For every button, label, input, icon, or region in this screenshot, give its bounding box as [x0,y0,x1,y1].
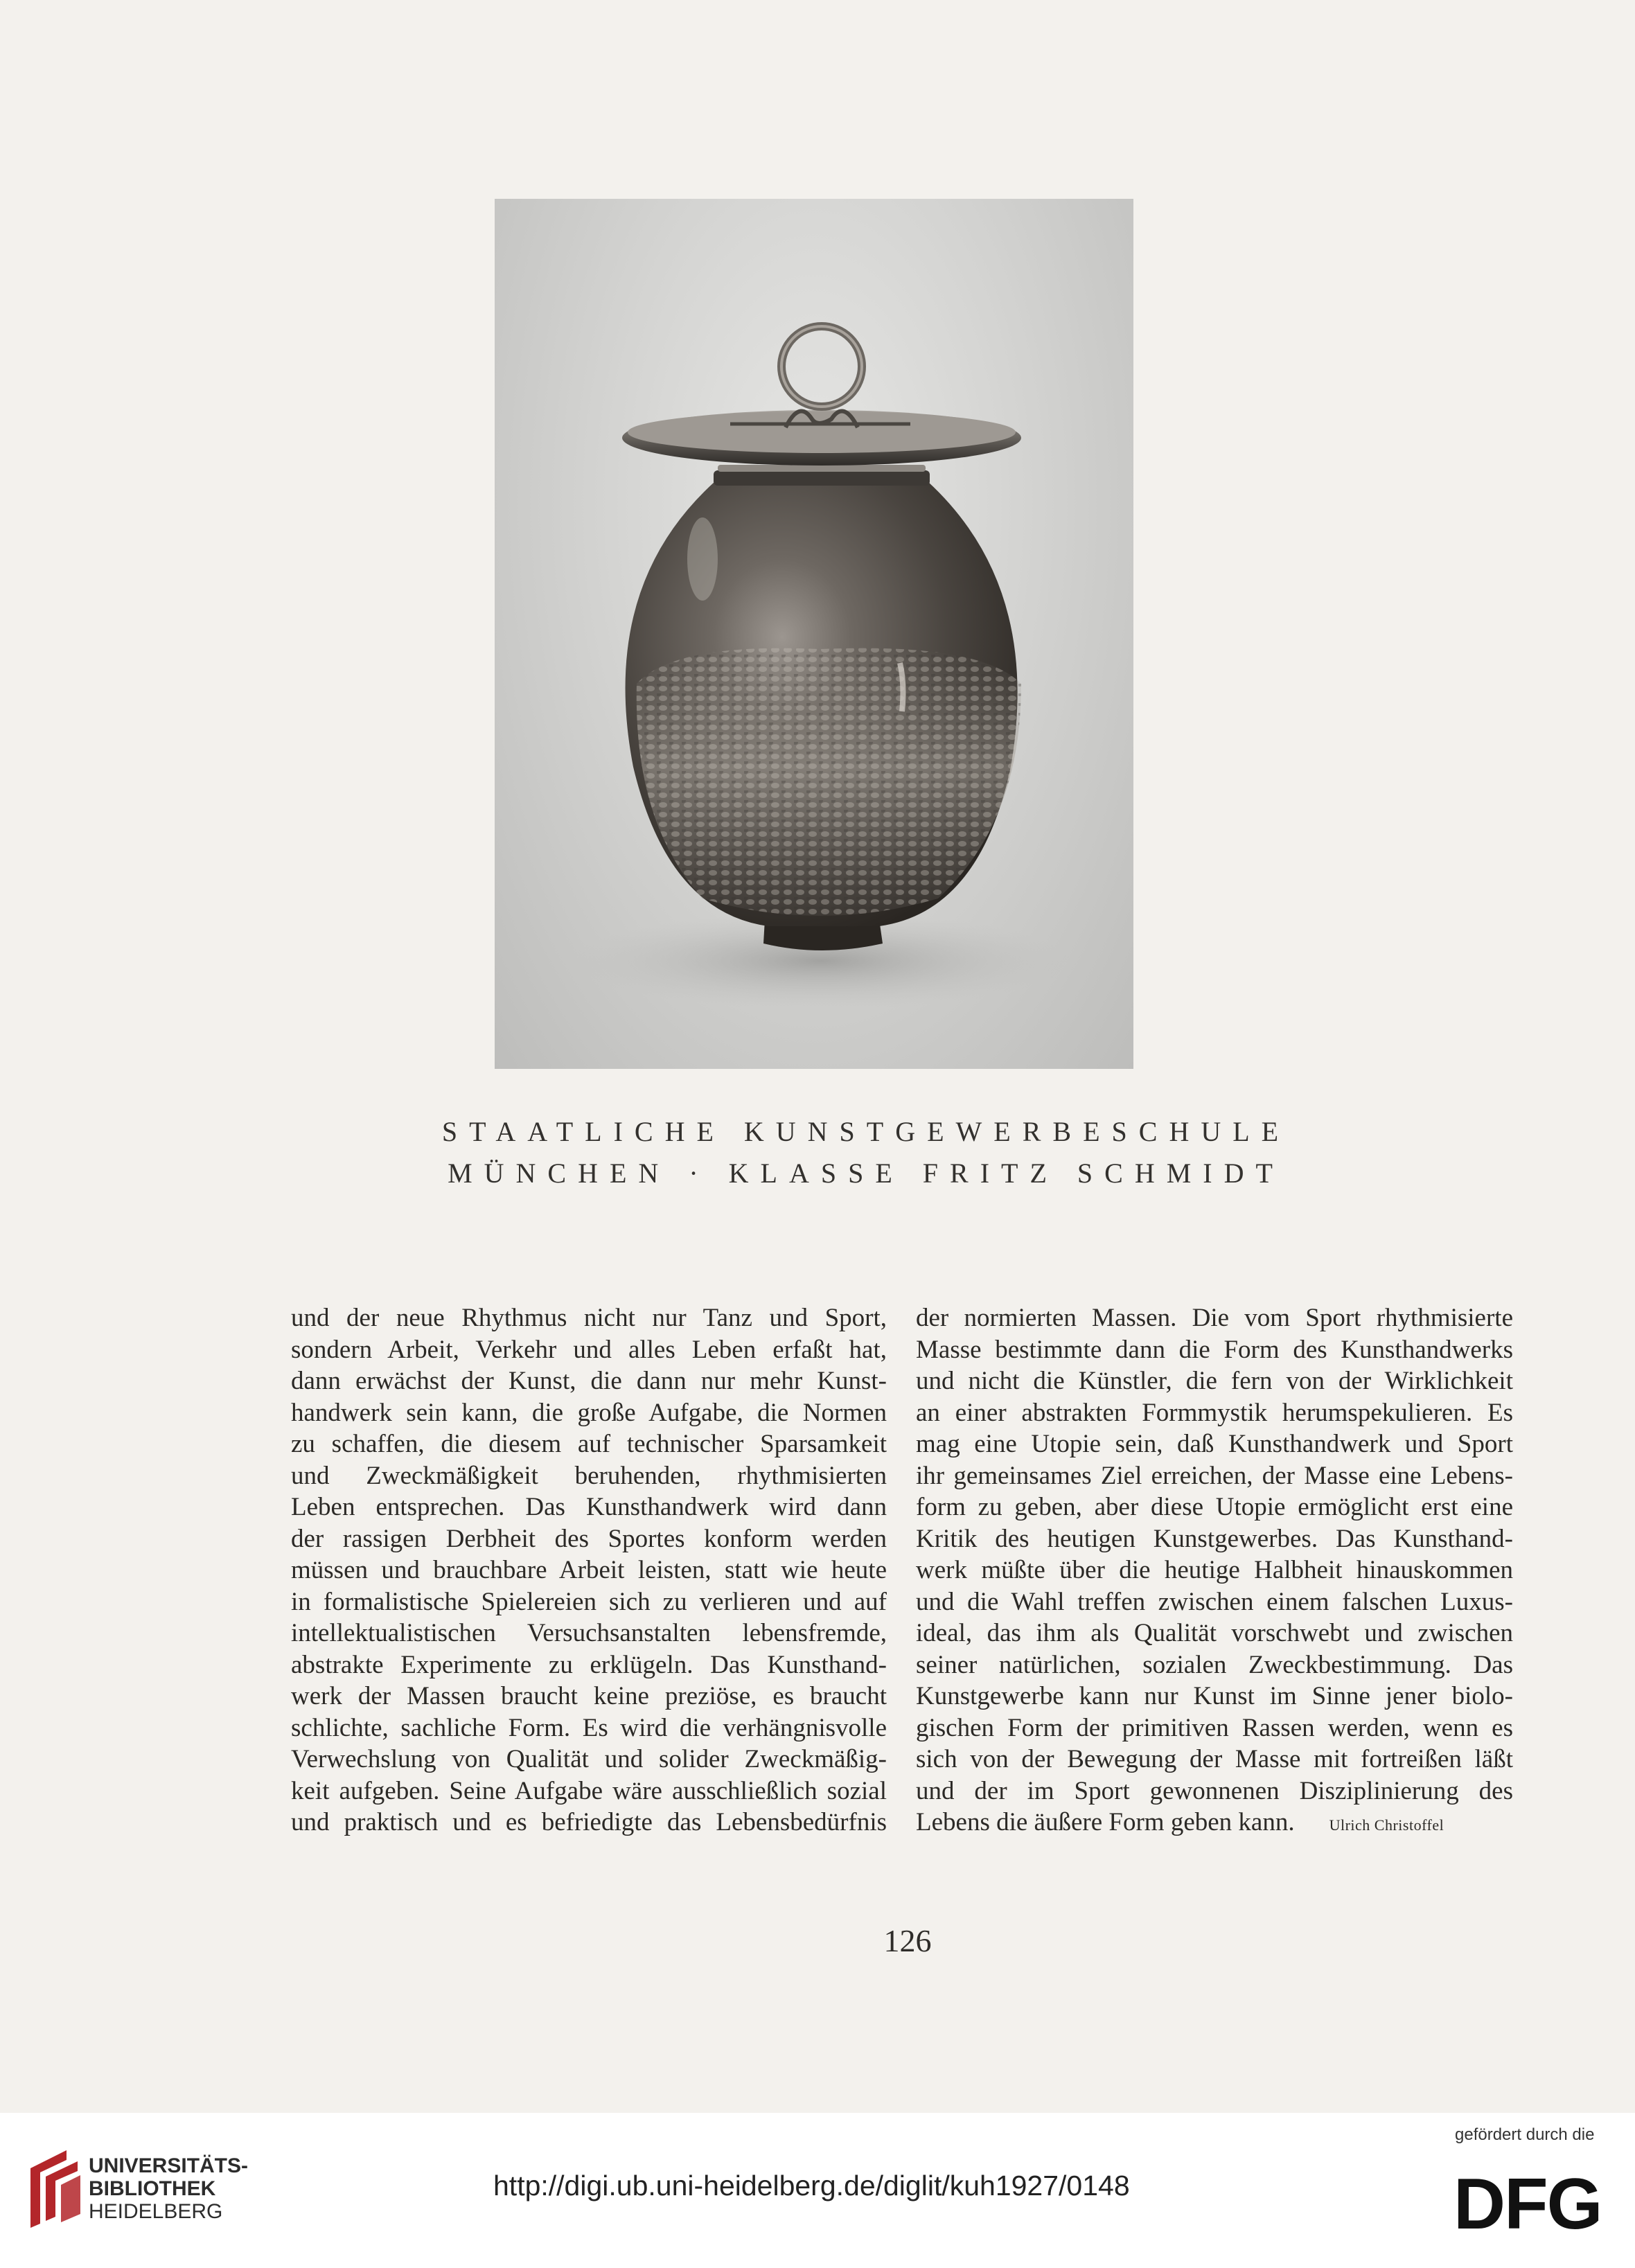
text-line: Verwechslung von Qualität und solider Zweckmäßig- [291,1745,887,1773]
text-line: schlichte, sachliche Form. Es wird die verhängnisvolle [291,1713,887,1742]
dfg-logo: DFG [1453,2164,1602,2244]
text-line: und die Wahl treffen zwischen einem falschen Luxus- [916,1587,1513,1616]
text-line: Kunstgewerbe kann nur Kunst im Sinne jener biolo- [916,1682,1513,1710]
text-line: abstrakte Experimente zu erklügeln. Das Kunsthand- [291,1650,887,1679]
text-line: keit aufgeben. Seine Aufgabe wäre ausschließlich sozial [291,1776,887,1805]
text-line: ihr gemeinsames Ziel erreichen, der Masse eine Lebens- [916,1461,1513,1490]
caption-line-1: STAATLICHE KUNSTGEWERBESCHULE [441,1116,1291,1147]
jar-photograph [495,199,1133,1069]
text-line-last [916,1807,1513,1839]
page-number: 126 [883,1923,932,1958]
text-line: müssen und brauchbare Arbeit leisten, statt wie heute [291,1556,887,1584]
text-line: dann erwächst der Kunst, die dann nur mehr Kunst- [291,1367,887,1395]
library-logo-icon [25,2147,83,2231]
final-sentence: Lebens die äußere Form geben kann. [916,1808,1295,1836]
text-line: intellektualistischen Versuchsanstalten lebensfremde, [291,1619,887,1647]
text-line: und der neue Rhythmus nicht nur Tanz und Sport, [291,1304,887,1332]
text-line: sondern Arbeit, Verkehr und alles Leben erfaßt hat, [291,1335,887,1364]
library-name-line-3: HEIDELBERG [89,2200,223,2223]
text-line: Kritik des heutigen Kunstgewerbes. Das Kunsthand- [916,1524,1513,1553]
text-line: sich von der Bewegung der Masse mit fortreißen läßt [916,1745,1513,1773]
text-line: gischen Form der primitiven Rassen werden, wenn es [916,1713,1513,1742]
library-name [89,2154,248,2223]
permalink-url[interactable]: http://digi.ub.uni-heidelberg.de/diglit/kuh1927/0148 [493,2170,1130,2201]
text-line: in formalistische Spielereien sich zu verlieren und auf [291,1587,887,1616]
text-line: und praktisch und es befriedigte das Lebensbedürfnis [291,1808,887,1836]
article-column-right [916,1302,1513,1839]
library-name-line-2: BIBLIOTHEK [89,2177,216,2200]
jar-illustration [495,199,1133,1069]
text-line: handwerk sein kann, die große Aufgabe, die Normen [291,1398,887,1427]
text-line: und der im Sport gewonnenen Disziplinierung des [916,1776,1513,1805]
text-line: Masse bestimmte dann die Form des Kunsthandwerks [916,1335,1513,1364]
text-line: der normierten Massen. Die vom Sport rhythmisierte [916,1304,1513,1332]
library-name-line-1: UNIVERSITÄTS- [89,2154,249,2177]
text-line: werk der Massen braucht keine preziöse, es braucht [291,1682,887,1710]
funded-by-label: gefördert durch die [1455,2125,1595,2144]
text-line: seiner natürlichen, sozialen Zweckbestimmung. Das [916,1650,1513,1679]
caption-line-2: MÜNCHEN · KLASSE FRITZ SCHMIDT [448,1158,1284,1189]
text-line: mag eine Utopie sein, daß Kunsthandwerk und Sport [916,1430,1513,1458]
text-line: form zu geben, aber diese Utopie ermöglicht erst eine [916,1493,1513,1521]
article-column-left [291,1302,887,1839]
text-line: an einer abstrakten Formmystik herumspekulieren. Es [916,1398,1513,1427]
author-signature: Ulrich Christoffel [1329,1816,1444,1834]
text-line: zu schaffen, die diesem auf technischer Sparsamkeit [291,1430,887,1458]
text-line: werk müßte über die heutige Halbheit hinauskommen [916,1556,1513,1584]
text-line: Leben entsprechen. Das Kunsthandwerk wird dann [291,1493,887,1521]
text-line: ideal, das ihm als Qualität vorschwebt und zwischen [916,1619,1513,1647]
text-line: der rassigen Derbheit des Sportes konform werden [291,1524,887,1553]
text-line: und nicht die Künstler, die fern von der Wirklichkeit [916,1367,1513,1395]
text-line: und Zweckmäßigkeit beruhenden, rhythmisierten [291,1461,887,1490]
